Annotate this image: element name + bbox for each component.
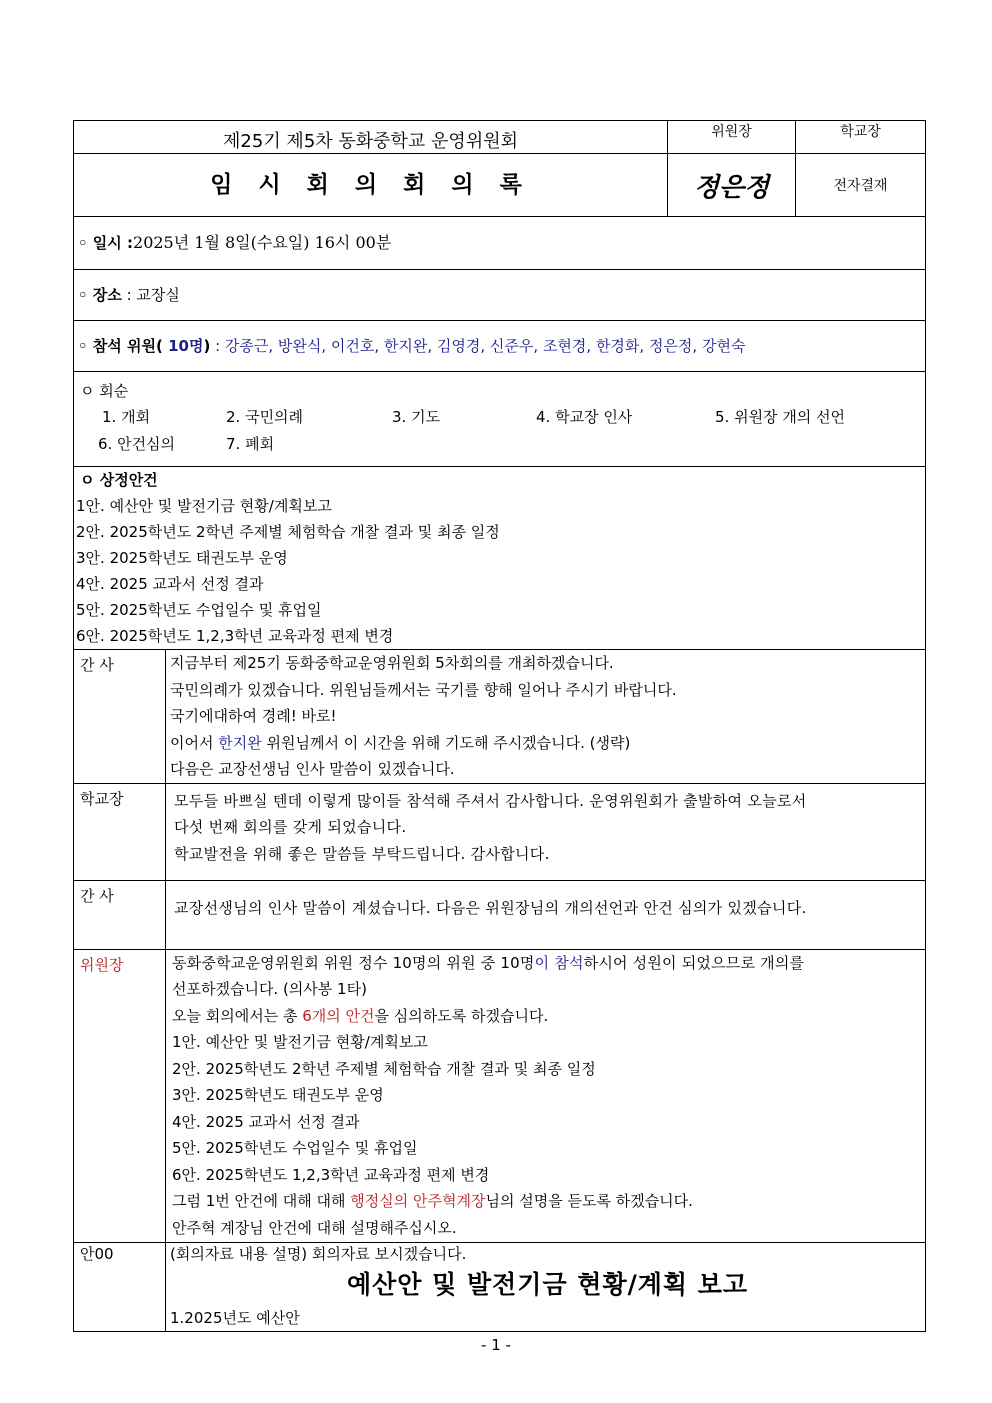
date-row: ◦ 일시 :2025년 1월 8일(수요일) 16시 00분 [74,217,926,270]
agenda-item: 6안. 2025학년도 1,2,3학년 교육과정 편제 변경 [76,627,394,645]
agenda-item: 2안. 2025학년도 2학년 주제별 체험학습 개찰 결과 및 최종 일정 [76,523,500,541]
agenda-item: 5안. 2025학년도 수업일수 및 휴업일 [76,601,322,619]
order-item: 6. 안건심의 [98,435,176,453]
speaker-chair: 위원장 [74,949,166,1242]
agenda-item: 1안. 예산안 및 발전기금 현황/계획보고 [172,1033,428,1051]
principal-speech: 모두들 바쁘실 텐데 이렇게 많이들 참석해 주셔서 감사합니다. 운영위원회가 출발하여 오늘로서 다섯 번째 회의를 갖게 되었습니다. 학교발전을 위해 좋은 말씀들 부탁드립니다. 감사합니다. [166,783,926,880]
place-row: ◦ 장소 : 교장실 [74,270,926,321]
agenda-item: 4안. 2025 교과서 선정 결과 [76,575,264,593]
electronic-approval: 전자결재 [796,154,926,217]
order-item: 2. 국민의례 [226,408,304,426]
page-number: - 1 - [481,1336,511,1354]
chair-speech: 동화중학교운영위원회 위원 정수 10명의 위원 중 10명이 참석하시어 성원이 되었으므로 개의를 선포하겠습니다. (의사봉 1타) 오늘 회의에서는 총 6개의 안건을 심의하도록 하겠습니다. 1안. 예산안 및 발전기금 현황/계획보고 2안. 2025학년도 2학년 주제별 체험학습 개찰 결과 및 최종 일정 3안. 2025학년도 태권도부 운영 4안. 2025 교과서 선정 결과 5안. 2025학년도 수업일수 및 휴업일 6안. 2025학년도 1,2,3학년 교육과정 편제 변경 그럼 1번 안건에 대해 대해 행정실의 안주혁계장님의 설명을 듣도록 하겠습니다. 안주혁 계장님 안건에 대해 설명해주십시오. [166,949,926,1242]
order-item: 7. 폐회 [226,435,275,453]
secretary-speech-1: 지금부터 제25기 동화중학교운영위원회 5차회의를 개최하겠습니다. 국민의례가 있겠습니다. 위원님들께서는 국기를 향해 일어나 주시기 바랍니다. 국기에대하여 경례! 바로! 이어서 한지완 위원님께서 이 시간을 위해 기도해 주시겠습니다. (생략) 다음은 교장선생님 인사 말씀이 있겠습니다. [166,650,926,784]
order-item: 4. 학교장 인사 [536,408,633,426]
order-section [74,372,926,467]
meeting-title: 제25기 제5차 동화중학교 운영위원회 [74,121,668,154]
agenda-item: 2안. 2025학년도 2학년 주제별 체험학습 개찰 결과 및 최종 일정 [172,1059,596,1078]
speaker-staff: 안00 [74,1242,166,1331]
agenda-item: 3안. 2025학년도 태권도부 운영 [76,549,288,567]
signature-cell [668,154,796,217]
document-title: 임 시 회 의 회 의 록 [74,154,668,217]
members-row: ◦ 참석 위원( 10명) : 강종근, 방완식, 이건호, 한지완, 김영경, 신준우, 조현경, 한경화, 정은정, 강현숙 [74,321,926,372]
agenda-item: 5안. 2025학년도 수업일수 및 휴업일 [172,1139,418,1157]
order-item: 5. 위원장 개의 선언 [715,408,846,426]
report-title: 예산안 및 발전기금 현황/계획 보고 [346,1269,749,1299]
agenda-item: 1안. 예산안 및 발전기금 현황/계획보고 [76,497,332,515]
agenda-item: 3안. 2025학년도 태권도부 운영 [172,1086,384,1104]
minutes-table [73,120,926,1332]
speaker-secretary: 간 사 [74,650,166,784]
agenda-item: 6안. 2025학년도 1,2,3학년 교육과정 편제 변경 [172,1165,490,1184]
staff-speech: (회의자료 내용 설명) 회의자료 보시겠습니다. 예산안 및 발전기금 현황/계획 보고 1.2025년도 예산안 [166,1242,926,1331]
approver-principal-label: 학교장 [796,121,926,154]
order-item: 3. 기도 [392,408,441,426]
order-title: ㅇ 회순 [80,382,129,400]
secretary-speech-2: 교장선생님의 인사 말씀이 계셨습니다. 다음은 위원장님의 개의선언과 안건 심의가 있겠습니다. [166,880,926,949]
minutes-document [73,120,925,1332]
signature: 정은정 [693,172,770,203]
order-item: 1. 개회 [102,408,151,426]
agenda-section [74,467,926,650]
speaker-secretary: 간 사 [74,880,166,949]
agenda-item: 4안. 2025 교과서 선정 결과 [172,1112,360,1131]
agenda-title: ㅇ 상정안건 [80,471,158,489]
speaker-principal: 학교장 [74,783,166,880]
approver-chair-label: 위원장 [668,121,796,154]
